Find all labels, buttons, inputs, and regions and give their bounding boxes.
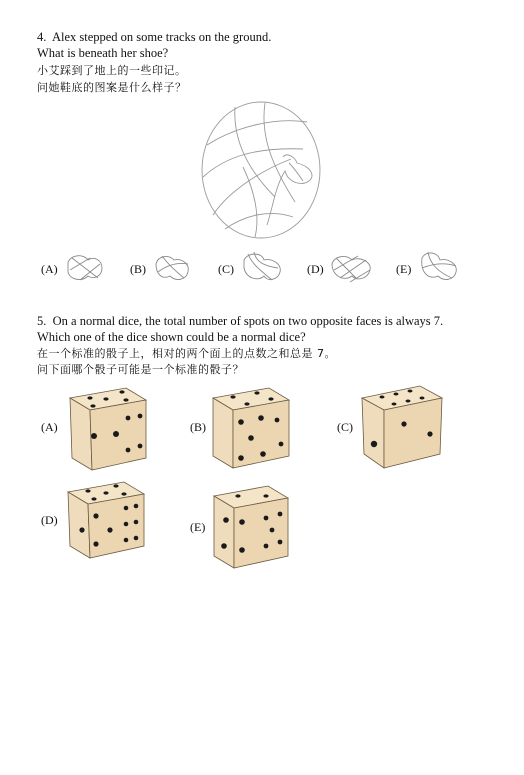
dice-b[interactable]: [211, 386, 295, 472]
dice-e[interactable]: [212, 484, 294, 570]
shoe-print-e[interactable]: [418, 250, 460, 284]
shoe-print-d[interactable]: [330, 252, 374, 284]
q5-line1: [37, 313, 443, 329]
q5-option-a[interactable]: (A): [41, 420, 58, 434]
q5-option-e[interactable]: (E): [190, 520, 206, 534]
q5-option-b[interactable]: (B): [190, 420, 206, 434]
shoe-print-a[interactable]: [66, 252, 106, 284]
q5-zh-line2: 问下面哪个骰子可能是一个标准的骰子？: [37, 363, 244, 376]
q5-en-line1: On a normal dice, the total number of spots on two opposite faces is always 7.: [52, 314, 444, 328]
q5-en-line2: Which one of the dice shown could be a normal dice?: [37, 330, 306, 344]
shoe-print-b[interactable]: [154, 252, 194, 284]
q4-en-line1: Alex stepped on some tracks on the ground.: [51, 30, 272, 44]
q4-option-c[interactable]: (C): [218, 262, 234, 276]
q4-option-b[interactable]: (B): [130, 262, 146, 276]
dice-d[interactable]: [66, 480, 148, 562]
shoe-print-c[interactable]: [242, 250, 284, 284]
footprint-figure: [195, 97, 325, 247]
q4-zh-line2: 问她鞋底的图案是什么样子？: [37, 81, 187, 94]
q4-zh-line1: 小艾踩到了地上的一些印记。: [37, 64, 187, 77]
q4-en-line2: What is beneath her shoe?: [37, 46, 169, 60]
q5-option-c[interactable]: (C): [337, 420, 353, 434]
q4-number: 4.: [37, 30, 47, 44]
q4-line1: [37, 29, 271, 45]
dice-c[interactable]: [360, 384, 446, 472]
q4-option-e[interactable]: (E): [396, 262, 412, 276]
q4-option-a[interactable]: (A): [41, 262, 58, 276]
q4-option-d[interactable]: (D): [307, 262, 324, 276]
q5-option-d[interactable]: (D): [41, 513, 58, 527]
q5-zh-line1: 在一个标准的骰子上，相对的两个面上的点数之和总是 7。: [37, 347, 336, 360]
q5-number: 5.: [37, 314, 47, 328]
dice-a[interactable]: [66, 386, 150, 472]
